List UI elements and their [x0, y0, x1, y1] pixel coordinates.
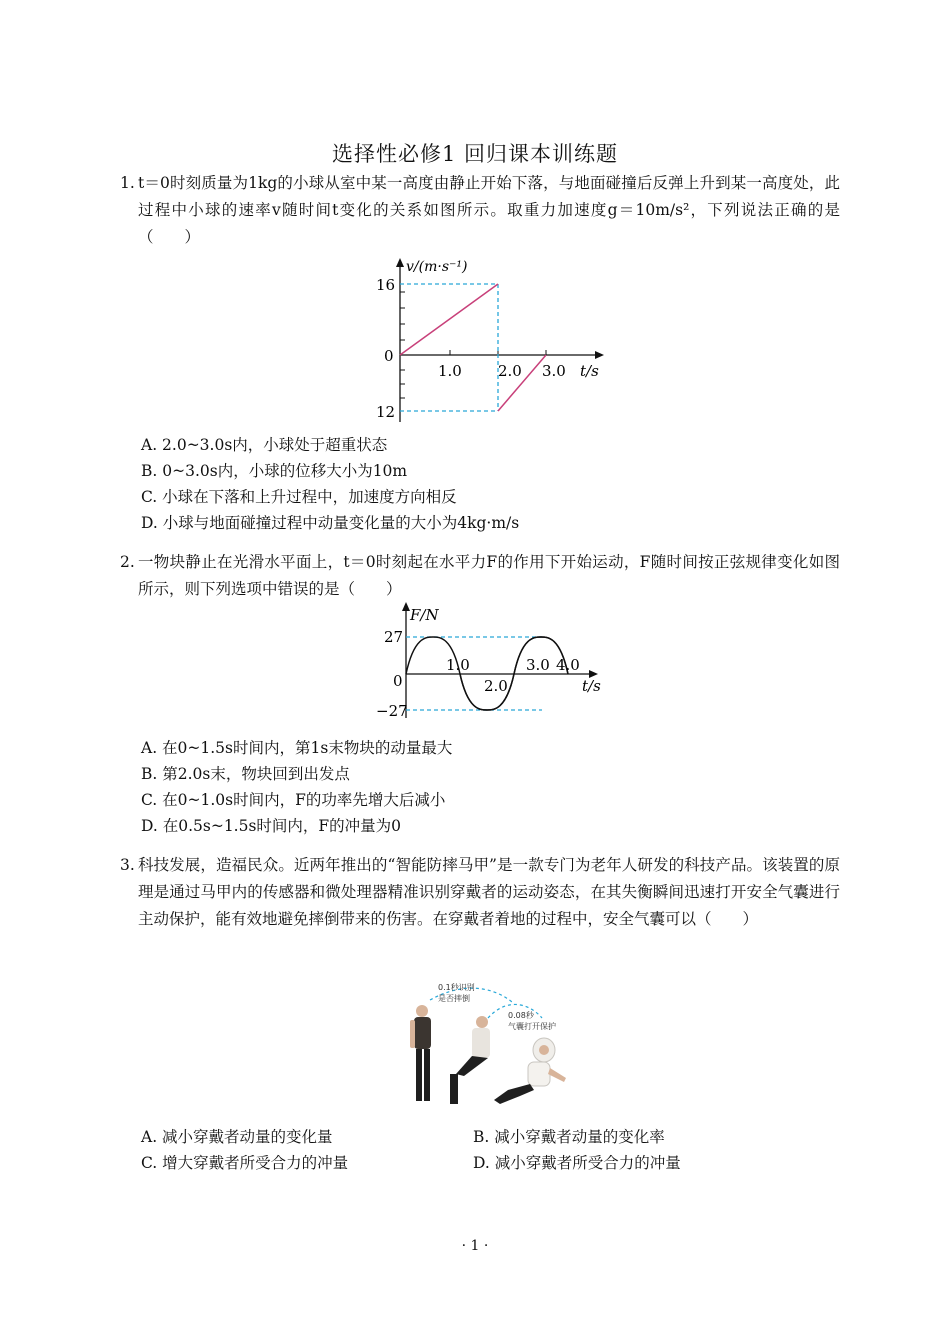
- question-stem: t＝0时刻质量为1kg的小球从室中某一高度由静止开始下落，与地面碰撞后反弹上升到某一高度处，此过程中小球的速率v随时间t变化的关系如图所示。取重力加速度g＝10m/s²，下列说法正确的是（ ）: [138, 174, 840, 246]
- question-3: [120, 852, 840, 933]
- tick-label-0: 0: [393, 672, 403, 690]
- q1-option-d[interactable]: D. 小球与地面碰撞过程中动量变化量的大小为4kg·m/s: [141, 514, 520, 532]
- page-number: · 1 ·: [461, 1238, 489, 1254]
- tick-label-4: 4.0: [556, 656, 580, 674]
- question-number: 2.: [120, 553, 135, 571]
- tick-label-3: 3.0: [526, 656, 550, 674]
- q2-option-a[interactable]: A. 在0~1.5s时间内，第1s末物块的动量最大: [141, 739, 453, 757]
- fallen-man-airbag: [494, 1038, 566, 1104]
- standing-man: [410, 1005, 431, 1101]
- photo-label-2a: 0.08秒: [508, 1011, 534, 1020]
- question-2: [120, 549, 840, 603]
- tick-label-2: 2.0: [484, 677, 508, 695]
- tick-label-2: 2.0: [498, 362, 522, 380]
- fall-line: [400, 284, 498, 355]
- q2-option-c[interactable]: C. 在0~1.0s时间内，F的功率先增大后减小: [141, 791, 446, 809]
- photo-label-1a: 0.1秒识别: [438, 983, 475, 992]
- tick-label-12: 12: [376, 403, 396, 421]
- tick-label-0: 0: [384, 347, 394, 365]
- question-stem: 科技发展，造福民众。近两年推出的“智能防摔马甲”是一款专门为老年人研发的科技产品。该装置的原理是通过马甲内的传感器和微处理器精准识别穿戴者的运动姿态，在其失衡瞬间迅速打开安全气囊进行主动保护，能有效地避免摔倒带来的伤害。在穿戴者着地的过程中，安全气囊可以（ ）: [138, 856, 840, 928]
- t-axis-label: t/s: [580, 362, 599, 380]
- question-1: [120, 170, 840, 251]
- q3-option-c[interactable]: C. 增大穿戴者所受合力的冲量: [141, 1154, 349, 1172]
- question-stem: 一物块静止在光滑水平面上，t＝0时刻起在水平力F的作用下开始运动，F随时间按正弦规律变化如图所示，则下列选项中错误的是（ ）: [138, 553, 840, 598]
- f-axis-arrow-icon: [402, 602, 410, 611]
- photo-label-1b: 是否摔倒: [438, 994, 470, 1003]
- t-axis-label: t/s: [582, 677, 601, 695]
- q1-option-a[interactable]: A. 2.0~3.0s内，小球处于超重状态: [141, 436, 388, 454]
- question-number: 1.: [120, 174, 135, 192]
- airbag-vest-photo: [402, 978, 594, 1112]
- q1-option-b[interactable]: B. 0~3.0s内，小球的位移大小为10m: [141, 462, 408, 480]
- tick-label-27: 27: [384, 628, 404, 646]
- velocity-time-graph: [360, 254, 610, 426]
- tick-label-3: 3.0: [542, 362, 566, 380]
- tick-label-16: 16: [376, 276, 396, 294]
- q2-option-d[interactable]: D. 在0.5s~1.5s时间内，F的冲量为0: [141, 817, 402, 835]
- q1-option-c[interactable]: C. 小球在下落和上升过程中，加速度方向相反: [141, 488, 457, 506]
- question-number: 3.: [120, 856, 135, 874]
- q2-option-b[interactable]: B. 第2.0s末，物块回到出发点: [141, 765, 350, 783]
- v-axis-arrow-icon: [396, 258, 404, 267]
- tick-label-1: 1.0: [446, 656, 470, 674]
- force-time-graph: [360, 600, 610, 724]
- q3-option-d[interactable]: D. 减小穿戴者所受合力的冲量: [473, 1154, 681, 1172]
- tick-label-1: 1.0: [438, 362, 462, 380]
- v-axis-label: v/(m·s⁻¹): [406, 259, 468, 275]
- q3-option-a[interactable]: A. 减小穿戴者动量的变化量: [141, 1128, 333, 1146]
- q3-option-b[interactable]: B. 减小穿戴者动量的变化率: [473, 1128, 665, 1146]
- t-axis-arrow-icon: [595, 351, 604, 359]
- photo-label-2b: 气囊打开保护: [508, 1022, 556, 1031]
- tick-label-neg27: −27: [376, 702, 408, 720]
- falling-man: [450, 1016, 490, 1104]
- page-title: 选择性必修1 回归课本训练题: [331, 142, 619, 166]
- f-axis-label: F/N: [410, 606, 439, 624]
